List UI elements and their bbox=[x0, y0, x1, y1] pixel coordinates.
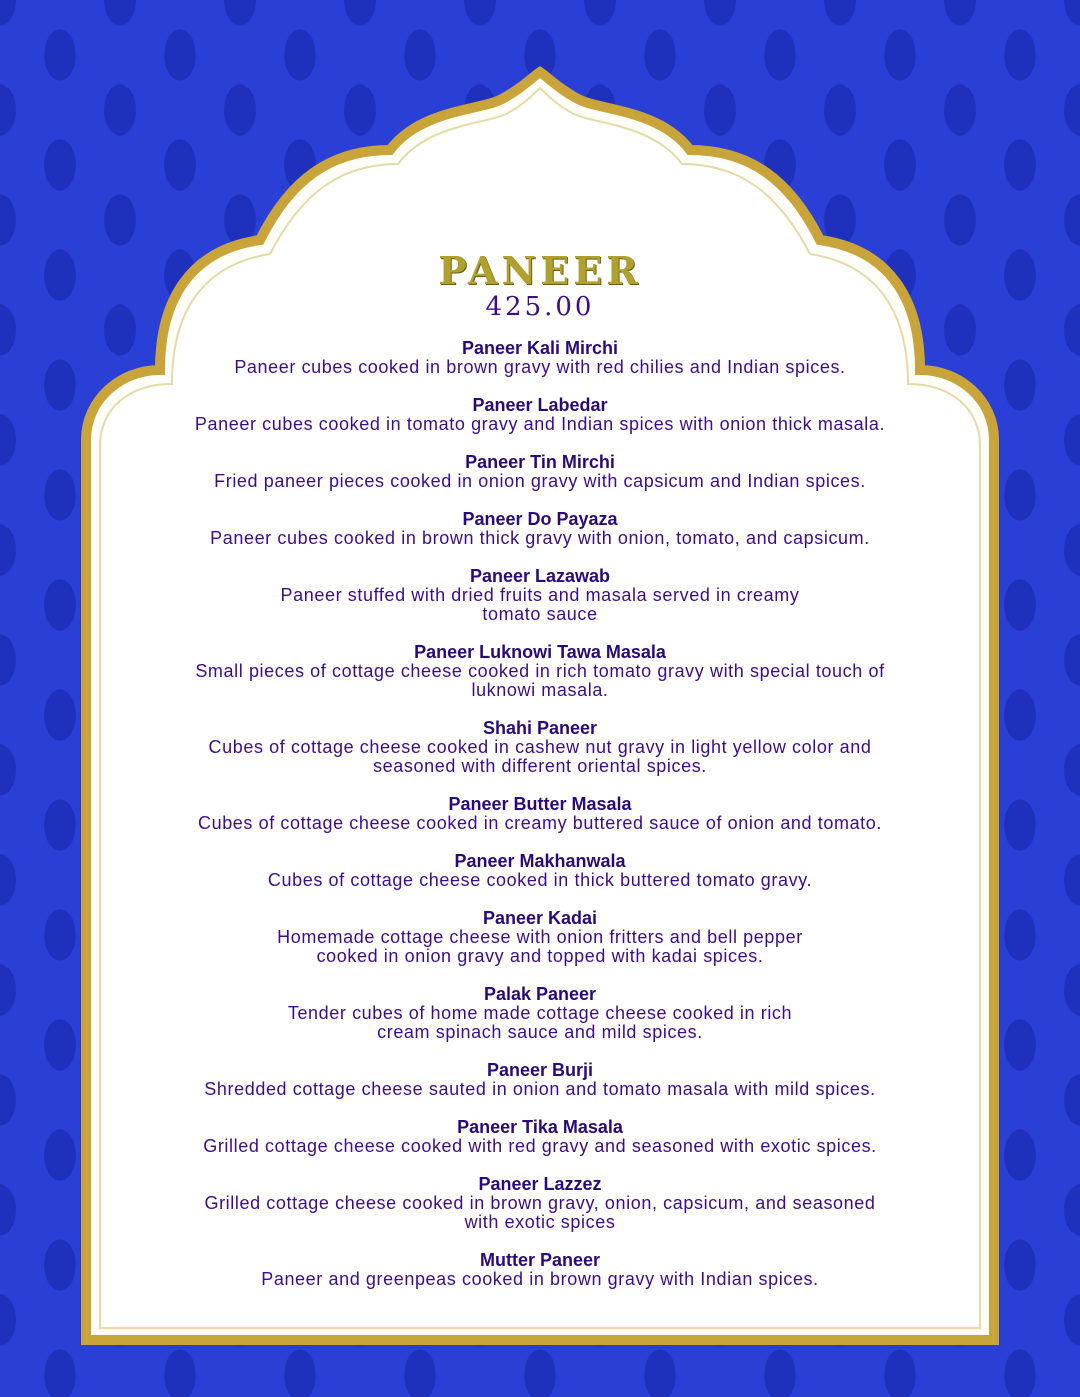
menu-item-name: Palak Paneer bbox=[483, 984, 597, 1004]
menu-item bbox=[100, 984, 980, 1042]
menu-item-description: Paneer cubes cooked in brown gravy with red chilies and Indian spices. bbox=[234, 357, 846, 377]
menu-item-description: Grilled cottage cheese cooked in brown gravy, onion, capsicum, and seasoned with exotic spices bbox=[204, 1193, 876, 1232]
menu-item-description: Fried paneer pieces cooked in onion gravy with capsicum and Indian spices. bbox=[214, 471, 866, 491]
menu-item bbox=[100, 794, 980, 833]
menu-item bbox=[100, 1174, 980, 1232]
category-price: 425.00 bbox=[485, 292, 595, 322]
menu-item-name: Paneer Kadai bbox=[482, 908, 598, 928]
menu-item-name: Mutter Paneer bbox=[479, 1250, 601, 1270]
menu-item-description: Shredded cottage cheese sauted in onion and tomato masala with mild spices. bbox=[204, 1079, 876, 1099]
menu-item bbox=[100, 1060, 980, 1099]
menu-content bbox=[100, 250, 980, 1307]
category-title: PANEER bbox=[438, 248, 642, 293]
menu-item bbox=[100, 908, 980, 966]
menu-item-description: Paneer cubes cooked in tomato gravy and Indian spices with onion thick masala. bbox=[194, 414, 886, 434]
menu-item bbox=[100, 509, 980, 548]
menu-item-name: Paneer Makhanwala bbox=[454, 851, 626, 871]
menu-item-name: Paneer Kali Mirchi bbox=[461, 338, 619, 358]
menu-item-name: Paneer Do Payaza bbox=[462, 509, 618, 529]
menu-item-description: Cubes of cottage cheese cooked in cashew nut gravy in light yellow color and seasoned with different oriental spices. bbox=[208, 737, 872, 776]
menu-item-name: Paneer Luknowi Tawa Masala bbox=[414, 642, 666, 662]
menu-item-description: Paneer cubes cooked in brown thick gravy with onion, tomato, and capsicum. bbox=[210, 528, 870, 548]
menu-item bbox=[100, 1117, 980, 1156]
menu-item-name: Paneer Burji bbox=[486, 1060, 594, 1080]
menu-item-name: Paneer Lazzez bbox=[478, 1174, 602, 1194]
menu-item bbox=[100, 642, 980, 700]
menu-item bbox=[100, 718, 980, 776]
menu-item-name: Paneer Butter Masala bbox=[448, 794, 632, 814]
menu-item-name: Paneer Labedar bbox=[472, 395, 608, 415]
menu-item-name: Paneer Tin Mirchi bbox=[465, 452, 615, 472]
menu-item-description: Homemade cottage cheese with onion fritters and bell pepper cooked in onion gravy and topped with kadai spices. bbox=[277, 927, 803, 966]
menu-item bbox=[100, 1250, 980, 1289]
menu-item bbox=[100, 566, 980, 624]
menu-item bbox=[100, 338, 980, 377]
menu-item-description: Paneer and greenpeas cooked in brown gravy with Indian spices. bbox=[261, 1269, 819, 1289]
menu-item-name: Paneer Tika Masala bbox=[457, 1117, 623, 1137]
menu-item bbox=[100, 395, 980, 434]
menu-item bbox=[100, 452, 980, 491]
menu-item-description: Cubes of cottage cheese cooked in creamy buttered sauce of onion and tomato. bbox=[197, 813, 882, 833]
menu-item-description: Paneer stuffed with dried fruits and masala served in creamy tomato sauce bbox=[280, 585, 800, 624]
menu-item-name: Paneer Lazawab bbox=[469, 566, 611, 586]
menu-item bbox=[100, 851, 980, 890]
menu-item-description: Tender cubes of home made cottage cheese cooked in rich cream spinach sauce and mild spices. bbox=[287, 1003, 793, 1042]
menu-item-description: Grilled cottage cheese cooked with red gravy and seasoned with exotic spices. bbox=[203, 1136, 877, 1156]
menu-item-name: Shahi Paneer bbox=[482, 718, 598, 738]
menu-item-description: Small pieces of cottage cheese cooked in rich tomato gravy with special touch of luknowi masala. bbox=[195, 661, 885, 700]
menu-item-description: Cubes of cottage cheese cooked in thick buttered tomato gravy. bbox=[267, 870, 813, 890]
